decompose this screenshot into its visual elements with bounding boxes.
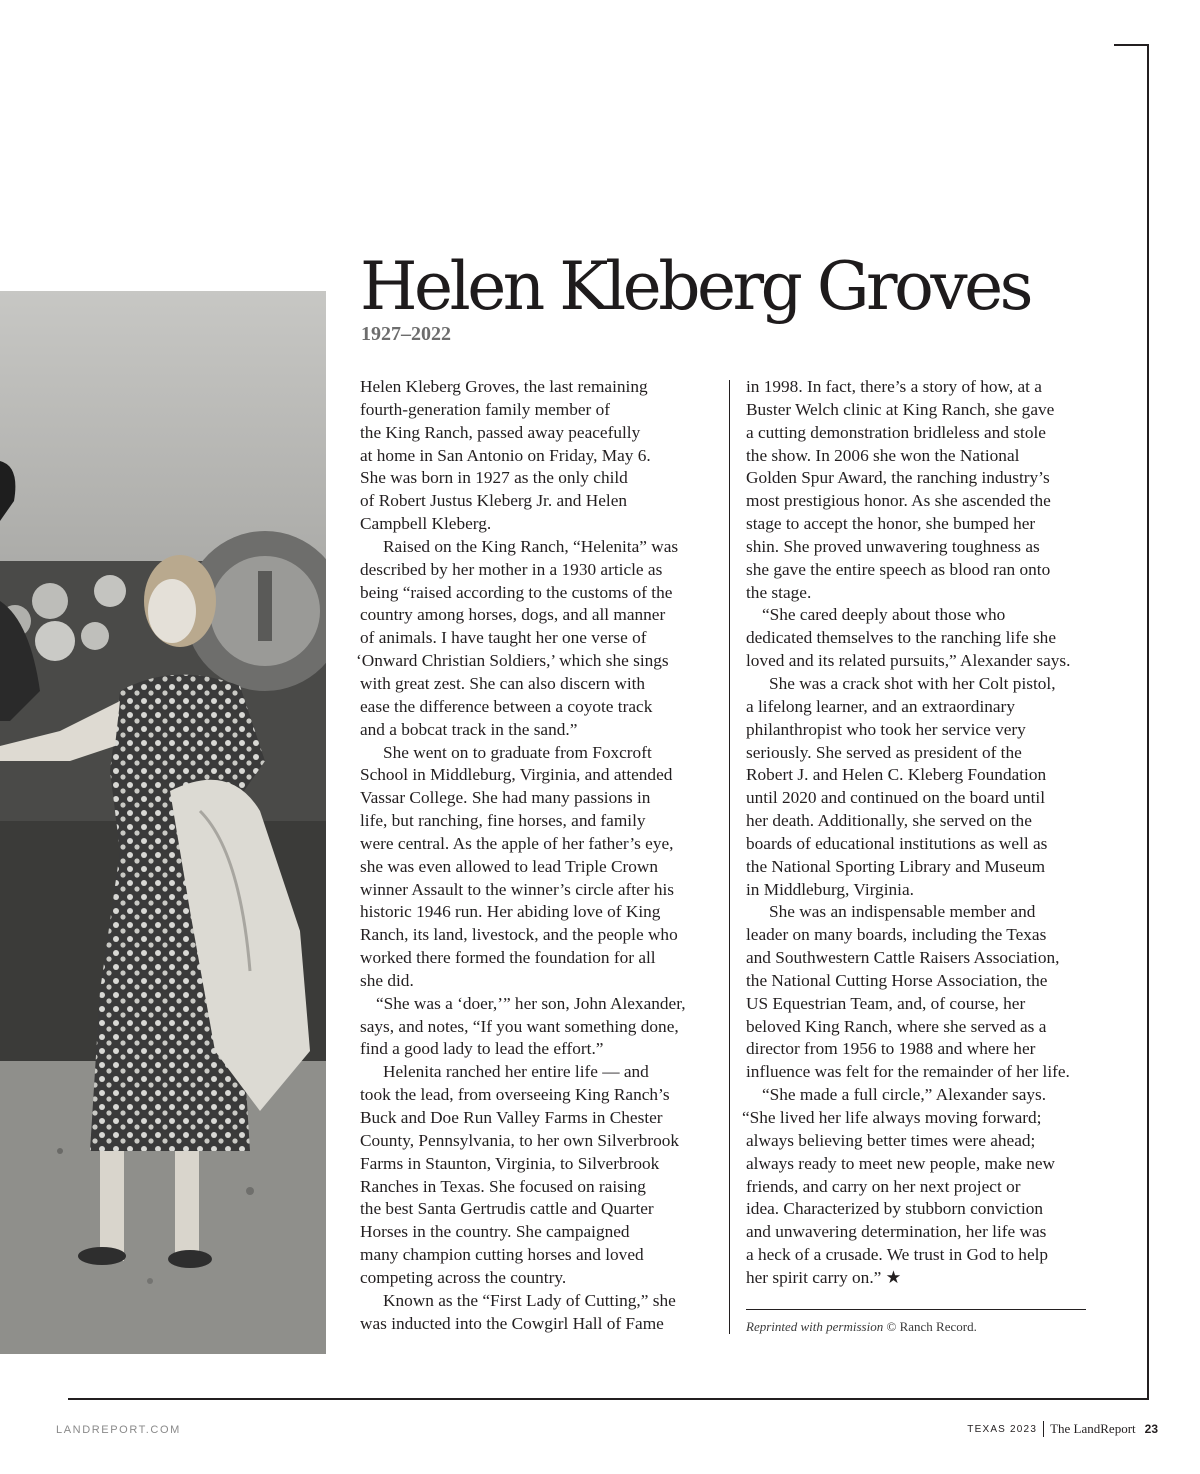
text-line: historic 1946 run. Her abiding love of King (360, 902, 661, 922)
text-line: “She made a full circle,” Alexander says. (762, 1085, 1047, 1105)
text-line: find a good lady to lead the effort.” (360, 1039, 604, 1059)
text-line: the National Sporting Library and Museum (746, 856, 1046, 876)
text-line: in Middleburg, Virginia. (746, 879, 914, 899)
text-line: her death. Additionally, she served on the (746, 811, 1032, 831)
text-line: in 1998. In fact, there’s a story of how, at a (746, 377, 1042, 396)
text-line: the best Santa Gertrudis cattle and Quarter (360, 1199, 654, 1219)
text-line: She went on to graduate from Foxcroft (383, 742, 652, 762)
text-line: and a bobcat track in the sand.” (360, 719, 578, 739)
text-line: ease the difference between a coyote track (360, 696, 653, 716)
text-line: Campbell Kleberg. (360, 514, 492, 534)
text-line: She was a crack shot with her Colt pistol, (769, 673, 1056, 693)
frame-bottom-rule (68, 1398, 1149, 1400)
text-line: Raised on the King Ranch, “Helenita” was (383, 536, 679, 556)
text-line: life, but ranching, fine horses, and family (360, 811, 646, 831)
text-line: the King Ranch, passed away peacefully (360, 422, 641, 442)
text-line: a lifelong learner, and an extraordinary (746, 696, 1015, 716)
text-line: many champion cutting horses and loved (360, 1245, 644, 1265)
text-line: Golden Spur Award, the ranching industry’s (746, 468, 1050, 488)
text-line: Farms in Staunton, Virginia, to Silverbrook (360, 1153, 660, 1173)
text-line: a cutting demonstration bridleless and stole (746, 422, 1046, 442)
text-line: she was even allowed to lead Triple Crown (360, 856, 659, 876)
text-line: “She lived her life always moving forward; (742, 1108, 1042, 1127)
text-line: were central. As the apple of her father’s eye, (360, 833, 674, 853)
text-line: always ready to meet new people, make new (746, 1153, 1056, 1173)
text-line: always believing better times were ahead; (746, 1130, 1036, 1150)
footer-issue: TEXAS 2023 (967, 1423, 1038, 1435)
text-line: of Robert Justus Kleberg Jr. and Helen (360, 491, 628, 511)
text-line: a heck of a crusade. We trust in God to help (746, 1245, 1049, 1265)
text-line: leader on many boards, including the Texas (746, 925, 1047, 945)
text-line: with great zest. She can also discern with (360, 673, 646, 693)
credit-rest: © Ranch Record. (883, 1319, 977, 1334)
text-line: fourth-generation family member of (360, 399, 611, 419)
reprint-credit (746, 1319, 977, 1335)
credit-rule (746, 1309, 1086, 1310)
article-column-left (356, 376, 720, 1335)
text-line: beloved King Ranch, where she served as a (746, 1016, 1047, 1036)
article-title: Helen Kleberg Groves (360, 248, 1031, 325)
frame-right-rule (1147, 44, 1149, 1400)
text-line: Helenita ranched her entire life — and (383, 1062, 649, 1082)
text-line: boards of educational institutions as well as (746, 833, 1048, 853)
text-line: until 2020 and continued on the board until (746, 788, 1046, 808)
text-line: County, Pennsylvania, to her own Silverbrook (360, 1130, 680, 1150)
text-line: She was born in 1927 as the only child (360, 468, 628, 488)
text-line: ‘Onward Christian Soldiers,’ which she sings (356, 651, 669, 671)
text-line: at home in San Antonio on Friday, May 6. (360, 445, 651, 465)
text-line: Known as the “First Lady of Cutting,” she (383, 1290, 676, 1310)
text-line: Ranches in Texas. She focused on raising (360, 1176, 646, 1196)
footer-site: LANDREPORT.COM (56, 1424, 181, 1436)
text-line: competing across the country. (360, 1267, 567, 1287)
text-line: described by her mother in a 1930 article as (360, 559, 663, 579)
text-line: She was an indispensable member and (769, 902, 1036, 922)
text-line: philanthropist who took her service very (746, 719, 1026, 739)
text-line: director from 1956 to 1988 and where her (746, 1039, 1036, 1059)
text-line: stage to accept the honor, she bumped her (746, 514, 1036, 534)
text-line: dedicated themselves to the ranching life she (746, 628, 1056, 648)
text-line: she did. (360, 970, 414, 990)
text-line: took the lead, from overseeing King Ranch’s (360, 1085, 670, 1105)
text-line: seriously. She served as president of the (746, 742, 1022, 762)
text-line: being “raised according to the customs of the (360, 582, 673, 602)
text-line: influence was felt for the remainder of her life. (746, 1062, 1070, 1082)
text-line: Vassar College. She had many passions in (360, 788, 651, 808)
text-line: shin. She proved unwavering toughness as (746, 536, 1040, 556)
column-divider (729, 380, 730, 1334)
text-line: and unwavering determination, her life was (746, 1222, 1047, 1242)
page-number: 23 (1144, 1422, 1158, 1436)
text-line: “She was a ‘doer,’” her son, John Alexander, (376, 993, 686, 1013)
text-line: she gave the entire speech as blood ran onto (746, 559, 1051, 579)
text-line: was inducted into the Cowgirl Hall of Fame (360, 1313, 664, 1333)
frame-top-rule (1114, 44, 1149, 46)
article-photo (0, 291, 326, 1354)
footer-separator (1043, 1421, 1044, 1437)
text-line: Helen Kleberg Groves, the last remaining (360, 377, 648, 396)
text-line: friends, and carry on her next project or (746, 1176, 1021, 1196)
text-line: the stage. (746, 582, 812, 602)
text-line: worked there formed the foundation for all (360, 948, 656, 968)
credit-italic: Reprinted with permission (746, 1319, 884, 1334)
text-line: the National Cutting Horse Association, the (746, 970, 1048, 990)
text-line: Buster Welch clinic at King Ranch, she gave (746, 399, 1055, 419)
text-line: most prestigious honor. As she ascended the (746, 491, 1051, 511)
text-line: of animals. I have taught her one verse of (360, 628, 647, 648)
text-line: idea. Characterized by stubborn conviction (746, 1199, 1044, 1219)
text-line: School in Middleburg, Virginia, and attended (360, 765, 673, 785)
text-line: and Southwestern Cattle Raisers Association, (746, 948, 1060, 968)
footer-magazine: The LandReport (1050, 1421, 1136, 1436)
text-line: Robert J. and Helen C. Kleberg Foundation (746, 765, 1047, 785)
footer-folio (967, 1421, 1158, 1437)
text-line: Ranch, its land, livestock, and the people who (360, 925, 678, 945)
text-line: the show. In 2006 she won the National (746, 445, 1020, 465)
text-line: her spirit carry on.” ★ (746, 1267, 902, 1287)
text-line: says, and notes, “If you want something done, (360, 1016, 679, 1036)
text-line: loved and its related pursuits,” Alexander says. (746, 651, 1071, 671)
text-line: winner Assault to the winner’s circle after his (360, 879, 675, 899)
text-line: US Equestrian Team, and, of course, her (746, 993, 1026, 1013)
article-column-right (742, 376, 1111, 1290)
text-line: country among horses, dogs, and all manner (360, 605, 666, 625)
text-line: “She cared deeply about those who (762, 605, 1006, 625)
article-years: 1927–2022 (361, 323, 451, 345)
text-line: Horses in the country. She campaigned (360, 1222, 630, 1242)
text-line: Buck and Doe Run Valley Farms in Chester (360, 1108, 663, 1127)
